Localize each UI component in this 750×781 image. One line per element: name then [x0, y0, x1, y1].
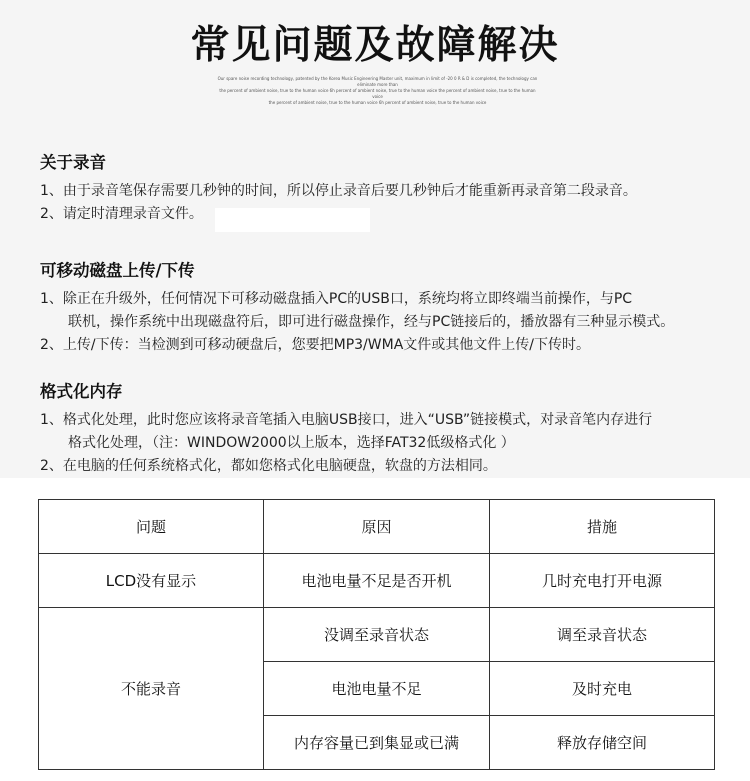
subtitle-line: the percent of ambient noise, true to the human voice 6h percent of ambient noise, true to the human voice the percent of ambient noise, true to the human voice [219, 88, 536, 99]
section-line: 1、格式化处理，此时您应该将录音笔插入电脑USB接口，进入“USB”链接模式，对录音笔内存进行 [40, 412, 653, 428]
cell-problem: LCD没有显示 [39, 554, 264, 608]
table-header-row [39, 500, 715, 554]
cell-fix: 调至录音状态 [490, 608, 715, 662]
header-problem: 问题 [39, 500, 264, 554]
subtitle-line: Our spare noise recording technology, patented by the Korea Music Engineering Master unit, maximum in limit of -20 0 R & D is completed, the technology can eliminate more than [217, 76, 538, 87]
cell-cause: 内存容量已到集显或已满 [264, 716, 490, 770]
header-fix: 措施 [490, 500, 715, 554]
section-title: 关于录音 [40, 153, 106, 172]
section-recording [40, 152, 730, 226]
section-title: 格式化内存 [40, 382, 123, 401]
cell-fix: 几时充电打开电源 [490, 554, 715, 608]
subtitle-fine-print [215, 76, 540, 105]
page-title: 常见问题及故障解决 [190, 23, 560, 68]
section-line: 联机，操作系统中出现磁盘符后，即可进行磁盘操作，经与PC链接后的，播放器有三种显示模式。 [68, 314, 675, 330]
section-line: 1、由于录音笔保存需要几秒钟的时间，所以停止录音后要几秒钟后才能重新再录音第二段录音。 [40, 183, 637, 199]
section-line: 2、在电脑的任何系统格式化，都如您格式化电脑硬盘，软盘的方法相同。 [40, 458, 497, 474]
section-format-memory [40, 381, 730, 478]
troubleshooting-table [38, 499, 715, 770]
section-line: 格式化处理，（注：WINDOW2000以上版本，选择FAT32低级格式化 ） [68, 435, 515, 451]
section-line: 2、请定时清理录音文件。 [40, 206, 203, 222]
section-line: 1、除正在升级外，任何情况下可移动磁盘插入PC的USB口，系统均将立即终端当前操作，与PC [40, 291, 633, 307]
cell-problem: 不能录音 [39, 608, 264, 770]
section-line: 2、上传/下传：当检测到可移动硬盘后，您要把MP3/WMA文件或其他文件上传/下传时。 [40, 337, 590, 353]
cell-cause: 电池电量不足 [264, 662, 490, 716]
subtitle-line: the percent of ambient noise, true to the human voice 6h percent of ambient noise, true to the human voice [268, 100, 487, 105]
table-row [39, 554, 715, 608]
cell-fix: 及时充电 [490, 662, 715, 716]
cell-cause: 电池电量不足是否开机 [264, 554, 490, 608]
table-row [39, 608, 715, 662]
section-removable-disk [40, 260, 730, 357]
cell-fix: 释放存储空间 [490, 716, 715, 770]
cell-cause: 没调至录音状态 [264, 608, 490, 662]
section-title: 可移动磁盘上传/下传 [40, 261, 195, 280]
blank-highlight [215, 208, 370, 232]
header-cause: 原因 [264, 500, 490, 554]
